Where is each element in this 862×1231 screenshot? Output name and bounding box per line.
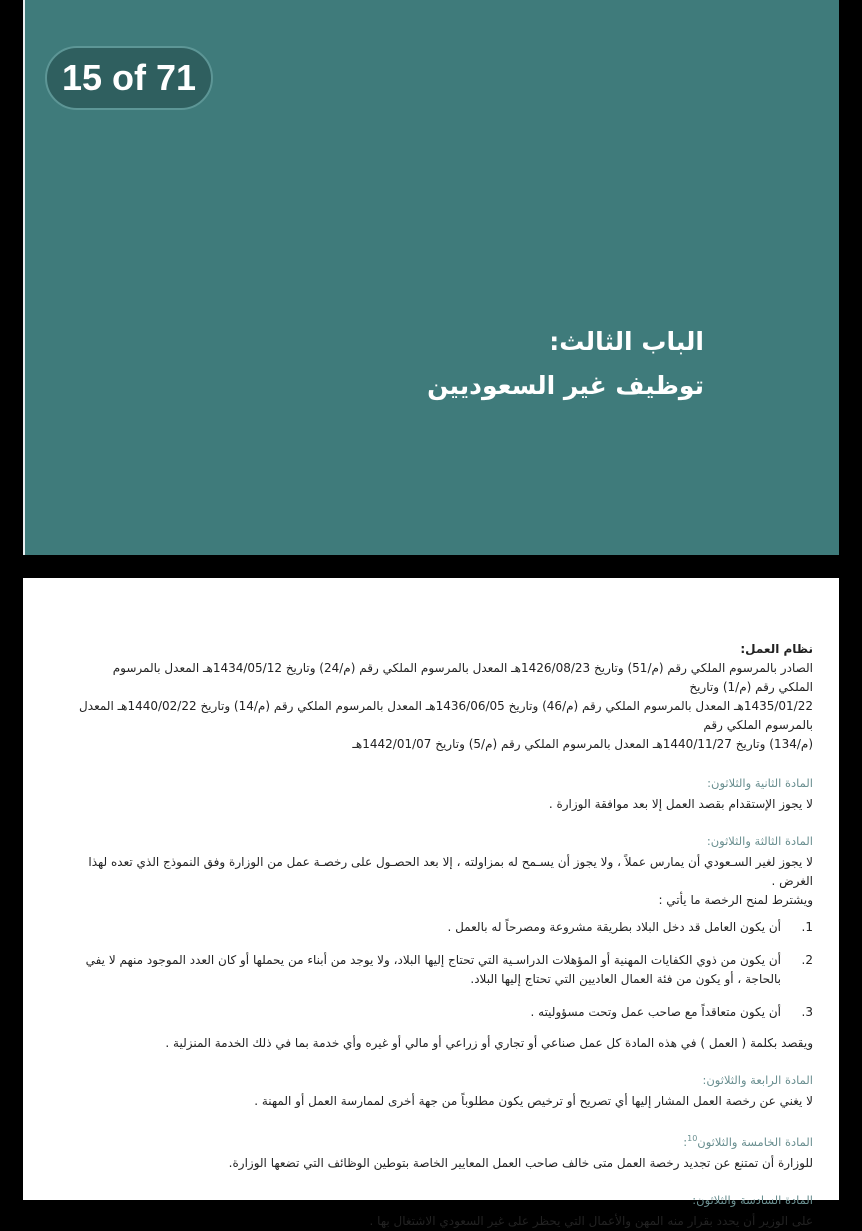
list-item-number: 1. xyxy=(801,920,813,934)
document-page xyxy=(23,578,839,1228)
law-line: (م/134) وتاريخ 1440/11/27هـ المعدل بالمرسوم الملكي رقم (م/5) وتاريخ 1442/01/07هـ xyxy=(352,737,813,751)
article-35-title-suffix: : xyxy=(683,1134,688,1149)
article-35-title-text: المادة الخامسة والثلاثون xyxy=(697,1134,813,1149)
list-item xyxy=(78,951,813,989)
chapter-title: الباب الثالث: xyxy=(549,327,704,356)
list-item-number: 3. xyxy=(801,1005,813,1019)
article-33-closing: ويقصد بكلمة ( العمل ) في هذه المادة كل عمل صناعي أو تجاري أو زراعي أو مالي أو غيره وأي خدمة بما في ذلك الخدمة المنزلية . xyxy=(165,1036,813,1050)
list-item xyxy=(78,1003,813,1022)
document-content xyxy=(78,640,813,1231)
page-indicator: 15 of 71 xyxy=(45,46,213,110)
article-34-title: المادة الرابعة والثلاثون: xyxy=(702,1073,813,1087)
article-32-text: لا يجوز الإستقدام بقصد العمل إلا بعد موافقة الوزارة . xyxy=(548,797,813,811)
footnote-marker[interactable]: 10 xyxy=(687,1134,698,1143)
list-item-text: أن يكون متعاقداً مع صاحب عمل وتحت مسؤوليته . xyxy=(530,1005,781,1019)
article-34-text: لا يغني عن رخصة العمل المشار إليها أي تصريح أو ترخيص يكون مطلوباً من جهة أخرى لممارسة العمل أو المهنة . xyxy=(254,1094,813,1108)
article-36-title: المادة السادسة والثلاثون: xyxy=(692,1192,813,1207)
list-item xyxy=(78,918,813,937)
cover-title xyxy=(204,320,704,408)
article-33-text: لا يجوز لغير السـعودي أن يمارس عملاً ، ولا يجوز أن يسـمح له بمزاولته ، إلا بعد الحصـول على رخصـة عمل من الوزارة وفق النموذج الذي تعده لهذا الغرض . xyxy=(88,855,813,888)
chapter-subtitle: توظيف غير السعوديين xyxy=(427,371,704,400)
list-item-text: أن يكون من ذوي الكفايات المهنية أو المؤهلات الدراسـية التي تحتاج إليها البلاد، ولا يوجد من أبناء من يحملها أو كان العدد الموجود منهم لا يفي بالحاجة ، أو يكون من فئة العمال العاديين التي تحتاج إليها البلاد. xyxy=(85,953,781,986)
list-item-number: 2. xyxy=(801,953,813,967)
article-36-text: على الوزير أن يحدد بقرار منه المهن والأعمال التي يحظر على غير السعودي الاشتغال بها . xyxy=(369,1213,813,1228)
article-33-title: المادة الثالثة والثلاثون: xyxy=(706,834,813,848)
list-item-text: أن يكون العامل قد دخل البلاد بطريقة مشروعة ومصرحاً له بالعمل . xyxy=(447,920,781,934)
law-line: 1435/01/22هـ المعدل بالمرسوم الملكي رقم (م/46) وتاريخ 1436/06/05هـ المعدل بالمرسوم الملكي رقم (م/14) وتاريخ 1440/02/22هـ المعدل بالمرسوم الملكي رقم xyxy=(79,699,813,732)
article-33-conditions-intro: ويشترط لمنح الرخصة ما يأتي : xyxy=(658,893,813,907)
article-35-text: للوزارة أن تمتنع عن تجديد رخصة العمل متى خالف صاحب العمل المعايير الخاصة بتوطين الوظائف التي تضعها الوزارة. xyxy=(228,1155,813,1170)
article-35-title xyxy=(78,1129,813,1152)
law-heading: نظام العمل: xyxy=(740,642,813,656)
article-32-title: المادة الثانية والثلاثون: xyxy=(707,776,813,790)
law-line: الصادر بالمرسوم الملكي رقم (م/51) وتاريخ 1426/08/23هـ المعدل بالمرسوم الملكي رقم (م/24) وتاريخ 1434/05/12هـ المعدل بالمرسوم الملكي رقم (م/1) وتاريخ xyxy=(112,661,813,694)
page-edge xyxy=(23,0,25,555)
